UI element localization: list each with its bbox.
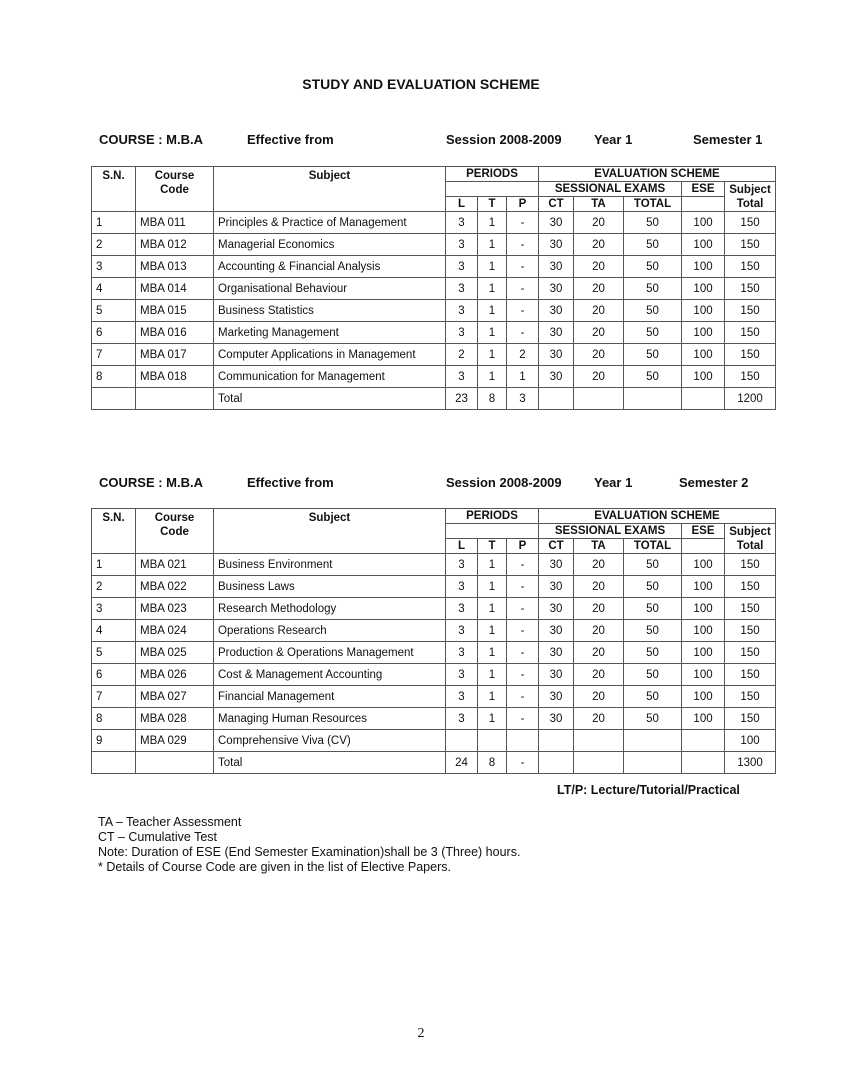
table-cell: 2 bbox=[507, 344, 539, 366]
table-row bbox=[92, 576, 776, 598]
table-cell: 100 bbox=[682, 642, 725, 664]
table-cell: 8 bbox=[478, 388, 507, 410]
header-text: Course bbox=[154, 170, 195, 182]
table-cell: Business Environment bbox=[214, 554, 446, 576]
header-ta: TA bbox=[574, 539, 624, 554]
table-cell: 1 bbox=[478, 620, 507, 642]
table-cell: 150 bbox=[725, 686, 776, 708]
table-cell: MBA 013 bbox=[136, 256, 214, 278]
table-cell: 3 bbox=[446, 300, 478, 322]
table-cell: 150 bbox=[725, 212, 776, 234]
table-cell: 1200 bbox=[725, 388, 776, 410]
table-cell: MBA 024 bbox=[136, 620, 214, 642]
table-cell: - bbox=[507, 598, 539, 620]
table-cell: - bbox=[507, 642, 539, 664]
table-cell: MBA 015 bbox=[136, 300, 214, 322]
table-cell: 150 bbox=[725, 642, 776, 664]
table-cell bbox=[682, 388, 725, 410]
table-cell: 150 bbox=[725, 708, 776, 730]
table-row bbox=[92, 366, 776, 388]
table-cell: 3 bbox=[446, 708, 478, 730]
table-cell bbox=[446, 730, 478, 752]
table-cell: 20 bbox=[574, 278, 624, 300]
table-cell: 20 bbox=[574, 576, 624, 598]
table-cell: Computer Applications in Management bbox=[214, 344, 446, 366]
table-cell: 3 bbox=[446, 620, 478, 642]
note-line: TA – Teacher Assessment bbox=[98, 815, 242, 829]
table-cell: 100 bbox=[682, 322, 725, 344]
session-label: Session 2008-2009 bbox=[446, 132, 562, 147]
table-cell: MBA 021 bbox=[136, 554, 214, 576]
table-cell: 150 bbox=[725, 554, 776, 576]
table-cell: 100 bbox=[682, 686, 725, 708]
header-course-code bbox=[136, 167, 214, 212]
header-ct: CT bbox=[539, 197, 574, 212]
table-cell: - bbox=[507, 620, 539, 642]
table-cell: 8 bbox=[478, 752, 507, 774]
table-cell: 100 bbox=[682, 620, 725, 642]
table-cell: - bbox=[507, 554, 539, 576]
table-cell: 1 bbox=[92, 554, 136, 576]
header-subject: Subject bbox=[214, 167, 446, 212]
header-blank bbox=[682, 539, 725, 554]
table-cell: 50 bbox=[624, 256, 682, 278]
table-cell: 5 bbox=[92, 642, 136, 664]
table-cell: 30 bbox=[539, 598, 574, 620]
semester-label: Semester 1 bbox=[693, 132, 763, 147]
table-cell: 100 bbox=[682, 366, 725, 388]
table-cell: 8 bbox=[92, 366, 136, 388]
table-cell: MBA 016 bbox=[136, 322, 214, 344]
table-cell: 150 bbox=[725, 322, 776, 344]
table-cell: 1 bbox=[478, 300, 507, 322]
table-cell bbox=[574, 388, 624, 410]
table-cell: 1 bbox=[478, 664, 507, 686]
header-t: T bbox=[478, 197, 507, 212]
table-cell: 1 bbox=[478, 366, 507, 388]
header-text: Total bbox=[736, 539, 764, 552]
table-cell: 24 bbox=[446, 752, 478, 774]
table-row bbox=[92, 234, 776, 256]
header-p: P bbox=[507, 197, 539, 212]
table-cell: 30 bbox=[539, 686, 574, 708]
table-cell: - bbox=[507, 708, 539, 730]
table-cell: 20 bbox=[574, 686, 624, 708]
table-cell: 20 bbox=[574, 344, 624, 366]
table-cell: 150 bbox=[725, 620, 776, 642]
table-cell: 20 bbox=[574, 642, 624, 664]
table-cell: 100 bbox=[682, 256, 725, 278]
table-cell: Principles & Practice of Management bbox=[214, 212, 446, 234]
table-cell: MBA 025 bbox=[136, 642, 214, 664]
table-cell: 20 bbox=[574, 366, 624, 388]
table-cell bbox=[624, 752, 682, 774]
table-cell: 150 bbox=[725, 664, 776, 686]
table-cell: 1 bbox=[478, 708, 507, 730]
table-cell: 50 bbox=[624, 278, 682, 300]
table-cell: - bbox=[507, 234, 539, 256]
table-cell: Marketing Management bbox=[214, 322, 446, 344]
header-sessional-exams: SESSIONAL EXAMS bbox=[539, 182, 682, 197]
table-cell: 3 bbox=[446, 234, 478, 256]
table-cell: 4 bbox=[92, 278, 136, 300]
table-cell: MBA 018 bbox=[136, 366, 214, 388]
table-row bbox=[92, 322, 776, 344]
header-blank bbox=[682, 197, 725, 212]
header-subject-total bbox=[725, 182, 776, 212]
table-cell: 50 bbox=[624, 686, 682, 708]
table-cell: 50 bbox=[624, 664, 682, 686]
table-cell: 3 bbox=[507, 388, 539, 410]
table-cell: 30 bbox=[539, 642, 574, 664]
table-cell: 30 bbox=[539, 344, 574, 366]
table-cell: 7 bbox=[92, 686, 136, 708]
table-cell: 3 bbox=[446, 256, 478, 278]
table-cell: 30 bbox=[539, 300, 574, 322]
table-cell: 100 bbox=[682, 300, 725, 322]
header-course-code bbox=[136, 509, 214, 554]
table-cell: 50 bbox=[624, 322, 682, 344]
table-cell: 3 bbox=[446, 664, 478, 686]
table-cell: MBA 017 bbox=[136, 344, 214, 366]
scheme-table-sem1 bbox=[91, 166, 776, 410]
table-cell: 100 bbox=[682, 708, 725, 730]
header-evaluation-scheme: EVALUATION SCHEME bbox=[539, 167, 776, 182]
table-cell: Cost & Management Accounting bbox=[214, 664, 446, 686]
table-row bbox=[92, 686, 776, 708]
table-cell: 2 bbox=[446, 344, 478, 366]
table-cell: Comprehensive Viva (CV) bbox=[214, 730, 446, 752]
table-cell: 4 bbox=[92, 620, 136, 642]
table-cell: 3 bbox=[446, 212, 478, 234]
table-cell: - bbox=[507, 300, 539, 322]
table-cell: 3 bbox=[446, 366, 478, 388]
table-cell: Total bbox=[214, 388, 446, 410]
table-cell: 7 bbox=[92, 344, 136, 366]
header-periods: PERIODS bbox=[446, 509, 539, 524]
table-cell: 1 bbox=[478, 344, 507, 366]
note-line: CT – Cumulative Test bbox=[98, 830, 218, 844]
table-cell: - bbox=[507, 212, 539, 234]
table-cell: 150 bbox=[725, 234, 776, 256]
table-cell: 30 bbox=[539, 664, 574, 686]
table-cell: 1300 bbox=[725, 752, 776, 774]
table-cell: 3 bbox=[446, 278, 478, 300]
table-cell: Business Laws bbox=[214, 576, 446, 598]
header-ta: TA bbox=[574, 197, 624, 212]
table-cell: 150 bbox=[725, 366, 776, 388]
table-cell: 3 bbox=[446, 322, 478, 344]
header-t: T bbox=[478, 539, 507, 554]
page-number: 2 bbox=[417, 1026, 425, 1041]
header-text: Code bbox=[160, 526, 189, 538]
header-ct: CT bbox=[539, 539, 574, 554]
table-cell: 30 bbox=[539, 576, 574, 598]
table-cell: 3 bbox=[92, 598, 136, 620]
header-text: Code bbox=[160, 184, 189, 196]
table-cell: 1 bbox=[478, 686, 507, 708]
table-cell: 50 bbox=[624, 366, 682, 388]
table-cell: 100 bbox=[682, 234, 725, 256]
table-cell: 50 bbox=[624, 576, 682, 598]
table-cell: 50 bbox=[624, 642, 682, 664]
header-text: Total bbox=[736, 197, 764, 210]
table-cell: 20 bbox=[574, 234, 624, 256]
table-row bbox=[92, 730, 776, 752]
table-cell: MBA 012 bbox=[136, 234, 214, 256]
table-cell: 30 bbox=[539, 708, 574, 730]
course-label: COURSE : M.B.A bbox=[99, 475, 203, 490]
table-cell: 1 bbox=[507, 366, 539, 388]
table-cell: 30 bbox=[539, 256, 574, 278]
table-cell: MBA 011 bbox=[136, 212, 214, 234]
table-cell: Operations Research bbox=[214, 620, 446, 642]
table-cell: 3 bbox=[92, 256, 136, 278]
header-l: L bbox=[446, 197, 478, 212]
table-cell bbox=[478, 730, 507, 752]
header-blank bbox=[446, 524, 539, 539]
table-cell: 150 bbox=[725, 344, 776, 366]
table-row bbox=[92, 708, 776, 730]
table-cell: 150 bbox=[725, 278, 776, 300]
table-cell bbox=[507, 730, 539, 752]
table-cell: - bbox=[507, 752, 539, 774]
table-cell: 150 bbox=[725, 300, 776, 322]
note-line: Note: Duration of ESE (End Semester Examination)shall be 3 (Three) hours. bbox=[98, 845, 521, 859]
table-cell: 23 bbox=[446, 388, 478, 410]
table-row bbox=[92, 642, 776, 664]
table-cell: Managerial Economics bbox=[214, 234, 446, 256]
table-cell: 30 bbox=[539, 620, 574, 642]
table-cell: 50 bbox=[624, 620, 682, 642]
table-cell: Communication for Management bbox=[214, 366, 446, 388]
table-cell: 20 bbox=[574, 300, 624, 322]
header-text: Subject bbox=[729, 183, 771, 196]
table-cell: 30 bbox=[539, 322, 574, 344]
table-cell: MBA 023 bbox=[136, 598, 214, 620]
header-ese: ESE bbox=[682, 524, 725, 539]
table-cell: 30 bbox=[539, 554, 574, 576]
table-row bbox=[92, 256, 776, 278]
table-cell: 50 bbox=[624, 598, 682, 620]
table-cell: 20 bbox=[574, 554, 624, 576]
table-cell: 8 bbox=[92, 708, 136, 730]
table-cell bbox=[92, 388, 136, 410]
table-cell: 100 bbox=[725, 730, 776, 752]
table-cell: - bbox=[507, 664, 539, 686]
table-cell: 100 bbox=[682, 598, 725, 620]
table-cell: - bbox=[507, 322, 539, 344]
table-cell: 2 bbox=[92, 576, 136, 598]
effective-label: Effective from bbox=[247, 132, 334, 147]
table-cell: - bbox=[507, 278, 539, 300]
table-cell bbox=[624, 388, 682, 410]
semester-label: Semester 2 bbox=[679, 475, 749, 490]
ltp-legend: LT/P: Lecture/Tutorial/Practical bbox=[557, 783, 740, 797]
table-cell: 100 bbox=[682, 278, 725, 300]
table-row bbox=[92, 598, 776, 620]
table-cell: 100 bbox=[682, 344, 725, 366]
course-line-sem2 bbox=[0, 475, 842, 491]
header-total: TOTAL bbox=[624, 197, 682, 212]
table-cell: 3 bbox=[446, 642, 478, 664]
table-row bbox=[92, 212, 776, 234]
table-cell bbox=[136, 752, 214, 774]
table-cell: 20 bbox=[574, 664, 624, 686]
table-cell bbox=[539, 752, 574, 774]
header-text: S.N. bbox=[102, 512, 125, 524]
table-cell bbox=[539, 730, 574, 752]
header-text: S.N. bbox=[102, 170, 125, 182]
table-cell: 6 bbox=[92, 322, 136, 344]
header-sessional-exams: SESSIONAL EXAMS bbox=[539, 524, 682, 539]
table-cell: 50 bbox=[624, 300, 682, 322]
table-cell: 5 bbox=[92, 300, 136, 322]
table-cell: 6 bbox=[92, 664, 136, 686]
table-row bbox=[92, 554, 776, 576]
table-cell: 3 bbox=[446, 598, 478, 620]
header-blank bbox=[446, 182, 539, 197]
year-label: Year 1 bbox=[594, 475, 633, 490]
table-cell: 1 bbox=[478, 256, 507, 278]
table-cell bbox=[574, 730, 624, 752]
table-cell: Organisational Behaviour bbox=[214, 278, 446, 300]
header-periods: PERIODS bbox=[446, 167, 539, 182]
table-cell: 1 bbox=[92, 212, 136, 234]
header-subject: Subject bbox=[214, 509, 446, 554]
table-cell: 150 bbox=[725, 256, 776, 278]
header-text: Course bbox=[154, 512, 195, 524]
table-cell: 3 bbox=[446, 686, 478, 708]
table-cell: 9 bbox=[92, 730, 136, 752]
table-cell: 20 bbox=[574, 322, 624, 344]
table-cell: Total bbox=[214, 752, 446, 774]
table-cell: 100 bbox=[682, 576, 725, 598]
table-cell: 30 bbox=[539, 366, 574, 388]
table-cell: Research Methodology bbox=[214, 598, 446, 620]
header-total: TOTAL bbox=[624, 539, 682, 554]
table-cell: 50 bbox=[624, 344, 682, 366]
table-cell: 30 bbox=[539, 212, 574, 234]
table-header-row bbox=[92, 509, 776, 524]
table-cell bbox=[624, 730, 682, 752]
table-cell: 20 bbox=[574, 708, 624, 730]
table-cell: Financial Management bbox=[214, 686, 446, 708]
table-cell: Business Statistics bbox=[214, 300, 446, 322]
header-sn bbox=[92, 167, 136, 212]
table-row bbox=[92, 664, 776, 686]
table-cell bbox=[539, 388, 574, 410]
table-cell: 20 bbox=[574, 620, 624, 642]
header-text: Subject bbox=[729, 525, 771, 538]
header-p: P bbox=[507, 539, 539, 554]
table-row bbox=[92, 300, 776, 322]
table-cell: 1 bbox=[478, 554, 507, 576]
course-label: COURSE : M.B.A bbox=[99, 132, 203, 147]
table-cell: 1 bbox=[478, 598, 507, 620]
table-cell bbox=[136, 388, 214, 410]
table-cell: 100 bbox=[682, 664, 725, 686]
table-cell: 3 bbox=[446, 554, 478, 576]
header-l: L bbox=[446, 539, 478, 554]
header-subject-total bbox=[725, 524, 776, 554]
table-cell: - bbox=[507, 256, 539, 278]
table-cell: MBA 026 bbox=[136, 664, 214, 686]
table-cell: 100 bbox=[682, 554, 725, 576]
table-cell: 20 bbox=[574, 212, 624, 234]
table-cell: Managing Human Resources bbox=[214, 708, 446, 730]
table-cell: 20 bbox=[574, 256, 624, 278]
table-cell: 100 bbox=[682, 212, 725, 234]
table-cell: 1 bbox=[478, 576, 507, 598]
table-cell: 3 bbox=[446, 576, 478, 598]
table-cell: MBA 014 bbox=[136, 278, 214, 300]
table-cell: 2 bbox=[92, 234, 136, 256]
table-row bbox=[92, 388, 776, 410]
table-cell: 50 bbox=[624, 554, 682, 576]
table-cell: - bbox=[507, 576, 539, 598]
table-cell: 50 bbox=[624, 234, 682, 256]
course-line-sem1 bbox=[0, 132, 842, 148]
table-cell: 150 bbox=[725, 598, 776, 620]
table-cell: Accounting & Financial Analysis bbox=[214, 256, 446, 278]
table-cell: MBA 028 bbox=[136, 708, 214, 730]
header-ese: ESE bbox=[682, 182, 725, 197]
table-cell: 20 bbox=[574, 598, 624, 620]
header-evaluation-scheme: EVALUATION SCHEME bbox=[539, 509, 776, 524]
page-title: STUDY AND EVALUATION SCHEME bbox=[302, 76, 540, 92]
table-cell bbox=[682, 730, 725, 752]
session-label: Session 2008-2009 bbox=[446, 475, 562, 490]
table-cell: Production & Operations Management bbox=[214, 642, 446, 664]
table-cell: 50 bbox=[624, 708, 682, 730]
table-cell: MBA 029 bbox=[136, 730, 214, 752]
table-cell bbox=[682, 752, 725, 774]
scheme-table-sem2 bbox=[91, 508, 776, 774]
table-cell: 30 bbox=[539, 234, 574, 256]
table-header-row bbox=[92, 167, 776, 182]
table-cell: 1 bbox=[478, 234, 507, 256]
table-cell: MBA 022 bbox=[136, 576, 214, 598]
table-cell: 150 bbox=[725, 576, 776, 598]
header-sn bbox=[92, 509, 136, 554]
table-row bbox=[92, 752, 776, 774]
year-label: Year 1 bbox=[594, 132, 633, 147]
table-cell: 50 bbox=[624, 212, 682, 234]
note-line: * Details of Course Code are given in the list of Elective Papers. bbox=[98, 860, 451, 874]
effective-label: Effective from bbox=[247, 475, 334, 490]
table-cell: MBA 027 bbox=[136, 686, 214, 708]
table-cell: 1 bbox=[478, 322, 507, 344]
table-cell bbox=[574, 752, 624, 774]
notes-block bbox=[98, 815, 778, 875]
table-row bbox=[92, 344, 776, 366]
table-row bbox=[92, 620, 776, 642]
table-cell: 1 bbox=[478, 278, 507, 300]
table-cell: 1 bbox=[478, 642, 507, 664]
table-cell: 30 bbox=[539, 278, 574, 300]
table-cell: - bbox=[507, 686, 539, 708]
table-row bbox=[92, 278, 776, 300]
table-cell: 1 bbox=[478, 212, 507, 234]
table-cell bbox=[92, 752, 136, 774]
